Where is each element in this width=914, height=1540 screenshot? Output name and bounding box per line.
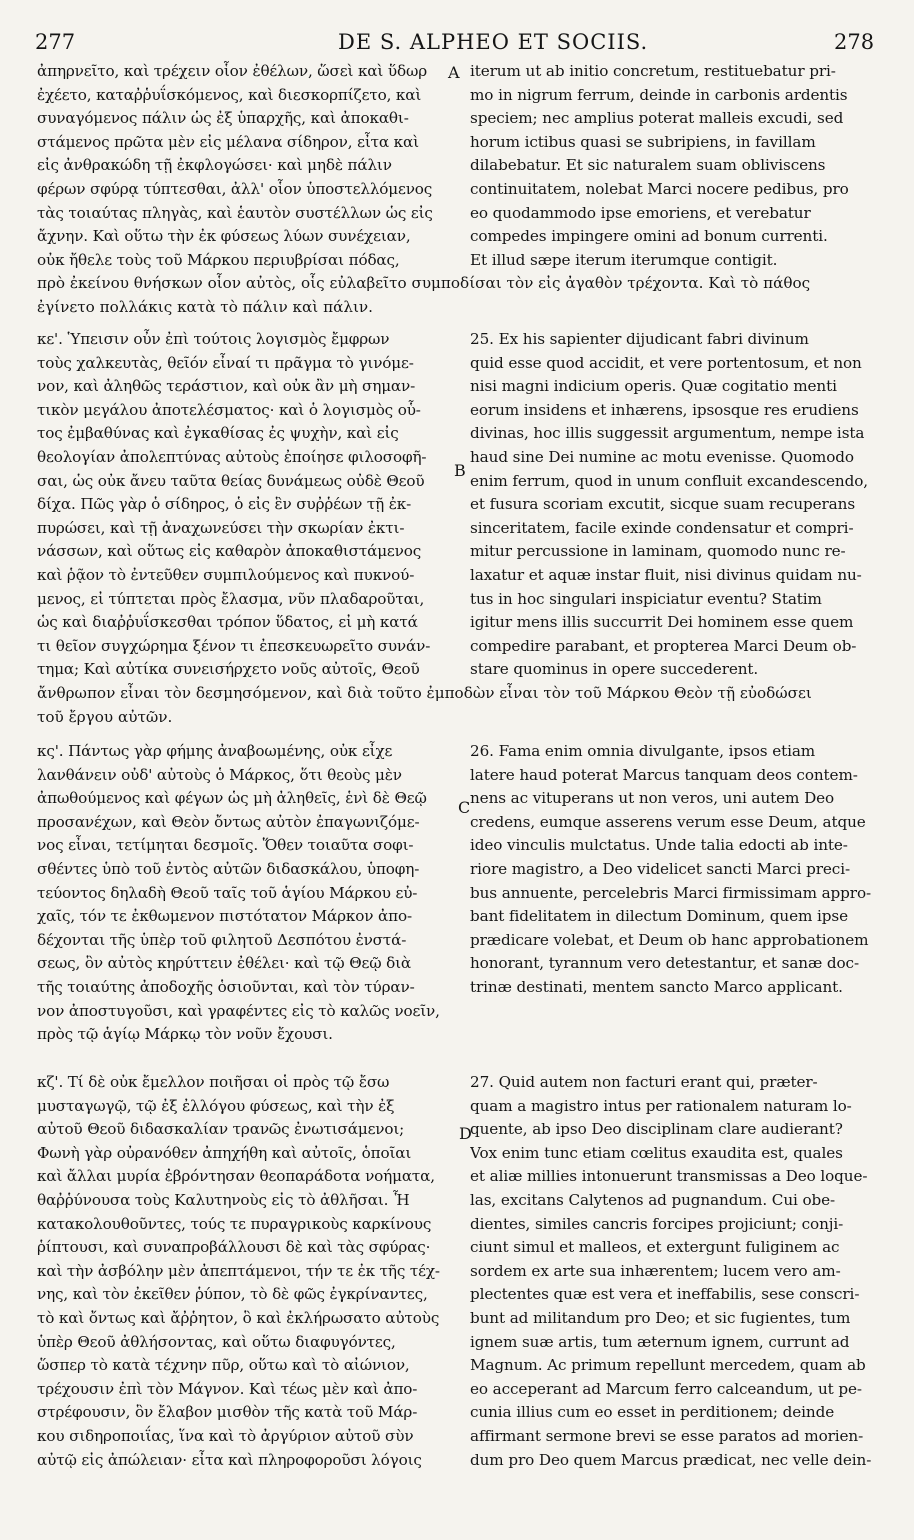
text-line: οὐκ ἤθελε τοὺς τοῦ Μάρκου περιυβρίσαι πόδας, <box>37 250 400 269</box>
text-line: μενος, εἰ τύπτεται πρὸς ἔλασμα, νῦν πλαδαροῦται, <box>37 589 425 608</box>
text-line: δίχα. Πῶς γὰρ ὁ σίδηρος, ὁ εἰς ἓν συῤῥέων τῇ ἐκ- <box>37 495 412 514</box>
text-line: latere haud poterat Marcus tanquam deos contem- <box>470 765 858 784</box>
text-line: τρέχουσιν ἐπὶ τὸν Μάγνον. Καὶ τέως μὲν καὶ ἀπο- <box>37 1379 418 1398</box>
text-line: mo in nigrum ferrum, deinde in carbonis ardentis <box>470 85 848 104</box>
text-line: Φωνὴ γὰρ οὐρανόθεν ἀπηχήθη καὶ αὐτοῖς, ὁποῖαι <box>37 1143 412 1162</box>
text-line: enim ferrum, quod in unum confluit excandescendo, <box>470 471 869 490</box>
text-line: τῆς τοιαύτης ἀποδοχῆς ὁσιοῦνται, καὶ τὸν τύραν- <box>37 977 415 996</box>
page-number-right: 278 <box>834 30 875 54</box>
text-line: prædicare volebat, et Deum ob hanc approbationem <box>470 930 869 949</box>
text-line: ciunt simul et malleos, et extergunt fuliginem ac <box>470 1238 840 1257</box>
text-line: νον, καὶ ἀληθῶς τεράστιον, καὶ οὐκ ἂν μὴ σημαν- <box>37 377 416 396</box>
text-line: τος ἐμβαθύνας καὶ ἐγκαθίσας ἐς ψυχὴν, καὶ εἰς <box>37 424 399 443</box>
margin-letter-b: B <box>454 461 466 480</box>
text-line: speciem; nec amplius poterat malleis excudi, sed <box>470 109 844 128</box>
text-line: eorum insidens et inhærens, ipsosque res erudiens <box>470 400 859 419</box>
text-line: τημα; Καὶ αὐτίκα συνεισήρχετο νοῦς αὐτοῖς, Θεοῦ <box>37 660 420 679</box>
text-line: τὸ καὶ ὄντως καὶ ἄῤῥητον, ὃ καὶ ἐκλήρωσατο αὐτοὺς <box>37 1308 440 1327</box>
text-line: στάμενος πρῶτα μὲν εἰς μέλανα σίδηρον, εἶτα καὶ <box>37 132 419 151</box>
text-line: ἀπηρνεῖτο, καὶ τρέχειν οἷον ἐθέλων, ὥσεὶ καὶ ὕδωρ <box>37 62 427 80</box>
text-line: μυσταγωγῷ, τῷ ἐξ ἐλλόγου φύσεως, καὶ τὴν ἐξ <box>37 1096 395 1115</box>
text-line: divinas, hoc illis suggessit argumentum, nempe ista <box>470 424 865 443</box>
greek-fullwidth-top <box>37 272 889 319</box>
text-line: bunt ad militandum pro Deo; et sic fugientes, tum <box>470 1308 851 1327</box>
greek-section-26 <box>37 740 457 1047</box>
text-line: ignem suæ artis, tum æternum ignem, currunt ad <box>470 1332 850 1351</box>
text-line: Magnum. Ac primum repellunt mercedem, quam ab <box>470 1356 866 1375</box>
text-line: nens ac vituperans ut non veros, uni autem Deo <box>470 789 835 808</box>
text-line: τικὸν μεγάλου ἀποτελέσματος· καὶ ὁ λογισμὸς οὗ- <box>37 400 421 419</box>
margin-letter-a: A <box>448 63 460 82</box>
text-line: σεως, ὃν αὐτὸς κηρύττειν ἐθέλει· καὶ τῷ Θεῷ διὰ <box>37 954 412 973</box>
text-line: τοὺς χαλκευτὰς, θεῖόν εἶναί τι πρᾶγμα τὸ γινόμε- <box>37 353 414 372</box>
text-line: φέρων σφύρᾳ τύπτεσθαι, ἀλλ' οἷον ὑποστελλόμενος <box>37 179 433 198</box>
greek-section-27 <box>37 1071 457 1472</box>
text-line: eo acceperant ad Marcum ferro calceandum, ut pe- <box>470 1379 862 1398</box>
text-line: et fusura scoriam excutit, sicque suam recuperans <box>470 495 856 514</box>
text-line: Et illud sæpe iterum iterumque contigit. <box>470 250 778 269</box>
text-line: dilabebatur. Et sic naturalem suam obliviscens <box>470 156 826 175</box>
text-line: καὶ ἄλλαι μυρία ἐβρόντησαν θεοπαράδοτα νοήματα, <box>37 1167 435 1186</box>
text-line: πρὸ ἐκείνου θνήσκων οἷον αὐτὸς, οἷς εὐλαβεῖτο συμποδίσαι τὸν εἰς ἀγαθὸν τρέχοντα. Καὶ τὸ πάθος <box>37 274 811 292</box>
text-line: δέχονται τῆς ὑπὲρ τοῦ φιλητοῦ Δεσπότου ἐνστά- <box>37 930 407 949</box>
text-line: bus annuente, percelebris Marci firmissimam appro- <box>470 883 872 902</box>
text-line: τι θεῖον συγχώρημα ξένον τι ἐπεσκευωρεῖτο συνάν- <box>37 636 431 655</box>
text-line: las, excitans Calytenos ad pugnandum. Cui obe- <box>470 1190 836 1209</box>
text-line: τὰς τοιαύτας πληγὰς, καὶ ἑαυτὸν συστέλλων ὡς εἰς <box>37 203 433 222</box>
text-line: ὥσπερ τὸ κατὰ τέχνην πῦρ, οὕτω καὶ τὸ αἰώνιον, <box>37 1356 410 1375</box>
text-line: κζ'. Τί δὲ οὐκ ἔμελλον ποιῆσαι οἱ πρὸς τῷ ἔσω <box>37 1073 390 1091</box>
text-line: κατακολουθοῦντες, τούς τε πυραγρικοὺς καρκίνους <box>37 1214 432 1233</box>
greek-section-25 <box>37 328 457 682</box>
greek-fullwidth-25 <box>37 682 889 729</box>
text-line: sinceritatem, facile exinde condensatur et compri- <box>470 518 854 537</box>
text-line: νον ἀποστυγοῦσι, καὶ γραφέντες εἰς τὸ καλῶς νοεῖν, <box>37 1001 440 1020</box>
text-line: καὶ τὴν ἀσβόλην μὲν ἀπεπτάμενοι, τήν τε ἐκ τῆς τέχ- <box>37 1261 440 1280</box>
text-line: stare quominus in opere succederent. <box>470 660 759 679</box>
text-line: sordem ex arte sua inhærentem; lucem vero am- <box>470 1261 841 1280</box>
running-title: DE S. ALPHEO ET SOCIIS. <box>338 30 649 54</box>
text-line: τεύοντος δηλαδὴ Θεοῦ ταῖς τοῦ ἁγίου Μάρκου εὐ- <box>37 883 418 902</box>
text-line: plectentes quæ est vera et ineffabilis, sese conscri- <box>470 1285 860 1304</box>
text-line: dientes, similes cancris forcipes projiciunt; conji- <box>470 1214 844 1233</box>
text-line: 27. Quid autem non facturi erant qui, præter- <box>470 1073 818 1091</box>
text-line: ἄχνην. Καὶ οὕτω τὴν ἐκ φύσεως λύων συνέχειαν, <box>37 227 411 246</box>
latin-section-25 <box>470 328 888 682</box>
text-line: τοῦ ἔργου αὐτῶν. <box>37 707 173 726</box>
text-line: νης, καὶ τὸν ἐκεῖθεν ῥύπον, τὸ δὲ φῶς ἐγκρίναντες, <box>37 1285 428 1304</box>
text-line: dum pro Deo quem Marcus prædicat, nec velle dein- <box>470 1450 872 1469</box>
text-line: νάσσων, καὶ οὕτως εἰς καθαρὸν ἀποκαθιστάμενος <box>37 542 422 561</box>
text-line: ὡς καὶ διαῤῥυΐσκεσθαι τρόπον ὕδατος, εἰ μὴ κατά <box>37 613 418 632</box>
text-line: κς'. Πάντως γὰρ φήμης ἀναβοωμένης, οὐκ εἶχε <box>37 742 393 760</box>
text-line: 26. Fama enim omnia divulgante, ipsos etiam <box>470 742 816 760</box>
text-line: ἐγίνετο πολλάκις κατὰ τὸ πάλιν καὶ πάλιν. <box>37 297 373 316</box>
text-line: αὐτῷ εἰς ἀπώλειαν· εἶτα καὶ πληροφοροῦσι λόγοις <box>37 1450 422 1469</box>
text-line: πυρώσει, καὶ τῇ ἀναχωνεύσει τὴν σκωρίαν ἐκτι- <box>37 518 405 537</box>
text-line: igitur mens illis succurrit Dei hominem esse quem <box>470 613 854 632</box>
text-line: θαῤῥύνουσα τοὺς Καλυτηνοὺς εἰς τὸ ἀθλῆσαι. Ἧ <box>37 1190 410 1209</box>
text-line: κου σιδηροποιΐας, ἵνα καὶ τὸ ἀργύριον αὐτοῦ σὺν <box>37 1426 414 1445</box>
text-line: affirmant sermone brevi se esse paratos ad morien- <box>470 1426 864 1445</box>
text-line: κε'. Ὑπεισιν οὖν ἐπὶ τούτοις λογισμὸς ἔμφρων <box>37 330 390 348</box>
text-line: honorant, tyrannum vero detestantur, et sanæ doc- <box>470 954 859 973</box>
text-line: συναγόμενος πάλιν ὡς ἐξ ὑπαρχῆς, καὶ ἀποκαθι- <box>37 109 409 128</box>
text-line: compedes impingere omini ad bonum currenti. <box>470 227 828 246</box>
latin-section-26 <box>470 740 888 1000</box>
text-line: credens, eumque asserens verum esse Deum, atque <box>470 812 866 831</box>
greek-column-top <box>37 60 457 272</box>
latin-column-top <box>470 60 888 272</box>
text-line: λανθάνειν οὐδ' αὐτοὺς ὁ Μάρκος, ὅτι θεοὺς μὲν <box>37 765 402 784</box>
text-line: προσανέχων, καὶ Θεὸν ὄντως αὐτὸν ἐπαγωνιζόμε- <box>37 812 420 831</box>
text-line: eo quodammodo ipse emoriens, et verebatur <box>470 203 811 222</box>
text-line: et aliæ millies intonuerunt transmissas a Deo loque- <box>470 1167 868 1186</box>
text-line: ἐχέετο, καταῤῥυΐσκόμενος, καὶ διεσκορπίζετο, καὶ <box>37 85 422 104</box>
text-line: ideo vinculis mulctatus. Unde talia edocti ab inte- <box>470 836 848 855</box>
text-line: horum ictibus quasi se subripiens, in favillam <box>470 132 816 151</box>
text-line: ἀπωθούμενος καὶ φέγων ὡς μὴ ἀληθεῖς, ἑνὶ δὲ Θεῷ <box>37 789 427 808</box>
margin-letter-d: D <box>459 1124 472 1143</box>
text-line: στρέφουσιν, ὃν ἔλαβον μισθὸν τῆς κατὰ τοῦ Μάρ- <box>37 1403 418 1422</box>
text-line: nisi magni indicium operis. Quæ cogitatio menti <box>470 377 837 396</box>
text-line: tus in hoc singulari inspiciatur eventu? Statim <box>470 589 822 608</box>
text-line: quam a magistro intus per rationalem naturam lo- <box>470 1096 852 1115</box>
text-line: mitur percussione in laminam, quomodo nunc re- <box>470 542 846 561</box>
page-number-left: 277 <box>35 30 76 54</box>
text-line: riore magistro, a Deo videlicet sancti Marci preci- <box>470 859 850 878</box>
text-line: ὑπὲρ Θεοῦ ἀθλήσοντας, καὶ οὕτω διαφυγόντες, <box>37 1332 396 1351</box>
text-line: quente, ab ipso Deo disciplinam clare audierant? <box>470 1120 843 1139</box>
text-line: αὐτοῦ Θεοῦ διδασκαλίαν τρανῶς ἐνωτισάμενοι; <box>37 1120 405 1139</box>
text-line: χαῖς, τόν τε ἐκθωμενον πιστότατον Μάρκον ἀπο- <box>37 907 412 926</box>
text-line: quid esse quod accidit, et vere portentosum, et non <box>470 353 862 372</box>
text-line: ἄνθρωπον εἶναι τὸν δεσμησόμενον, καὶ διὰ τοῦτο ἐμποδὼν εἶναι τὸν τοῦ Μάρκου Θεὸν τῇ εὐοδώσει <box>37 684 812 702</box>
text-line: νος εἶναι, τετίμηται δεσμοῖς. Ὅθεν τοιαῦτα σοφι- <box>37 836 414 855</box>
text-line: θεολογίαν ἀπολεπτύνας αὐτοὺς ἐποίησε φιλοσοφῆ- <box>37 447 427 466</box>
text-line: σαι, ὡς οὐκ ἄνευ ταῦτα θείας δυνάμεως οὐδὲ Θεοῦ <box>37 471 425 490</box>
text-line: ῥίπτουσι, καὶ συναπροβάλλουσι δὲ καὶ τὰς σφύρας· <box>37 1238 431 1257</box>
text-line: σθέντες ὑπὸ τοῦ ἐντὸς αὐτῶν διδασκάλου, ὑποφη- <box>37 859 420 878</box>
text-line: Vox enim tunc etiam cœlitus exaudita est, quales <box>470 1143 843 1162</box>
text-line: haud sine Dei numine ac motu evenisse. Quomodo <box>470 447 854 466</box>
text-line: laxatur et aquæ instar fluit, nisi divinus quidam nu- <box>470 565 862 584</box>
text-line: trinæ destinati, mentem sancto Marco applicant. <box>470 977 843 996</box>
text-line: compedire parabant, et propterea Marci Deum ob- <box>470 636 857 655</box>
text-line: iterum ut ab initio concretum, restituebatur pri- <box>470 62 836 80</box>
text-line: continuitatem, nolebat Marci nocere pedibus, pro <box>470 179 849 198</box>
text-line: bant fidelitatem in dilectum Dominum, quem ipse <box>470 907 848 926</box>
text-line: cunia illius cum eo esset in perditionem; deinde <box>470 1403 835 1422</box>
latin-section-27 <box>470 1071 888 1472</box>
margin-letter-c: C <box>458 798 471 817</box>
text-line: 25. Ex his sapienter dijudicant fabri divinum <box>470 330 809 348</box>
text-line: καὶ ῥᾷον τὸ ἐντεῦθεν συμπιλούμενος καὶ πυκνού- <box>37 565 415 584</box>
text-line: εἰς ἀνθρακώδη τῇ ἐκφλογώσει· καὶ μηδὲ πάλιν <box>37 156 392 175</box>
text-line: πρὸς τῷ ἁγίῳ Μάρκῳ τὸν νοῦν ἔχουσι. <box>37 1025 333 1044</box>
